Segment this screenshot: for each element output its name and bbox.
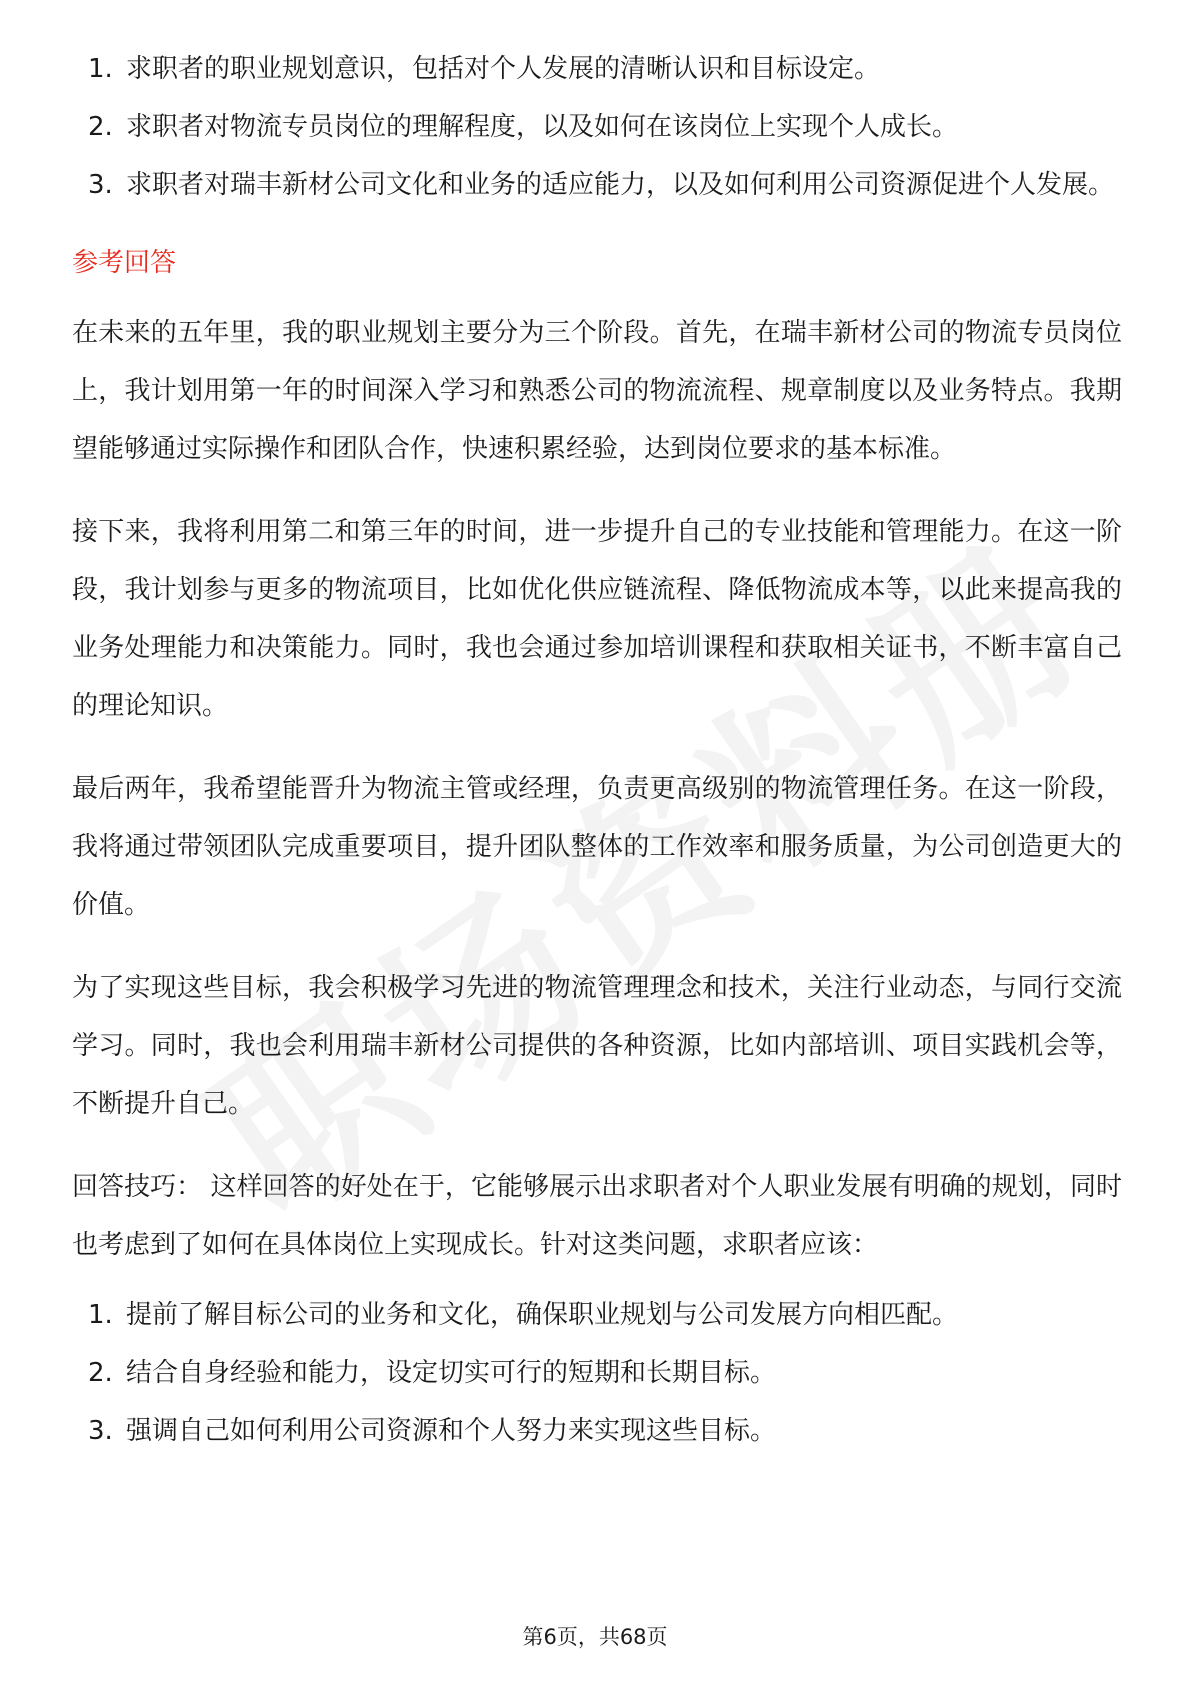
tips-list — [72, 1286, 1122, 1460]
answer-tips: 回答技巧： 这样回答的好处在于，它能够展示出求职者对个人职业发展有明确的规划，同时也考虑到了如何在具体岗位上实现成长。针对这类问题，求职者应该： — [72, 1172, 1122, 1260]
list-item: 3. 求职者对瑞丰新材公司文化和业务的适应能力，以及如何利用公司资源促进个人发展。 — [88, 170, 1115, 200]
reference-answer-heading: 参考回答 — [72, 248, 177, 278]
answer-paragraph: 为了实现这些目标，我会积极学习先进的物流管理理念和技术，关注行业动态，与同行交流学习。同时，我也会利用瑞丰新材公司提供的各种资源，比如内部培训、项目实践机会等，不断提升自己。 — [72, 973, 1122, 1119]
list-item: 3. 强调自己如何利用公司资源和个人努力来实现这些目标。 — [88, 1416, 777, 1446]
answer-paragraph: 接下来，我将利用第二和第三年的时间，进一步提升自己的专业技能和管理能力。在这一阶段，我计划参与更多的物流项目，比如优化供应链流程、降低物流成本等，以此来提高我的业务处理能力和决策能力。同时，我也会通过参加培训课程和获取相关证书，不断丰富自己的理论知识。 — [72, 517, 1122, 721]
document-page — [72, 40, 1122, 1460]
list-item: 2. 求职者对物流专员岗位的理解程度，以及如何在该岗位上实现个人成长。 — [88, 112, 959, 142]
page-number-footer: 第6页，共68页 — [522, 1625, 668, 1649]
list-item: 1. 提前了解目标公司的业务和文化，确保职业规划与公司发展方向相匹配。 — [88, 1300, 959, 1330]
answer-paragraph: 最后两年，我希望能晋升为物流主管或经理，负责更高级别的物流管理任务。在这一阶段，我将通过带领团队完成重要项目，提升团队整体的工作效率和服务质量，为公司创造更大的价值。 — [72, 774, 1122, 920]
evaluation-points-list — [72, 40, 1122, 214]
list-item: 1. 求职者的职业规划意识，包括对个人发展的清晰认识和目标设定。 — [88, 54, 881, 84]
answer-paragraph: 在未来的五年里，我的职业规划主要分为三个阶段。首先，在瑞丰新材公司的物流专员岗位上，我计划用第一年的时间深入学习和熟悉公司的物流流程、规章制度以及业务特点。我期望能够通过实际操作和团队合作，快速积累经验，达到岗位要求的基本标准。 — [72, 318, 1122, 464]
list-item: 2. 结合自身经验和能力，设定切实可行的短期和长期目标。 — [88, 1358, 777, 1388]
